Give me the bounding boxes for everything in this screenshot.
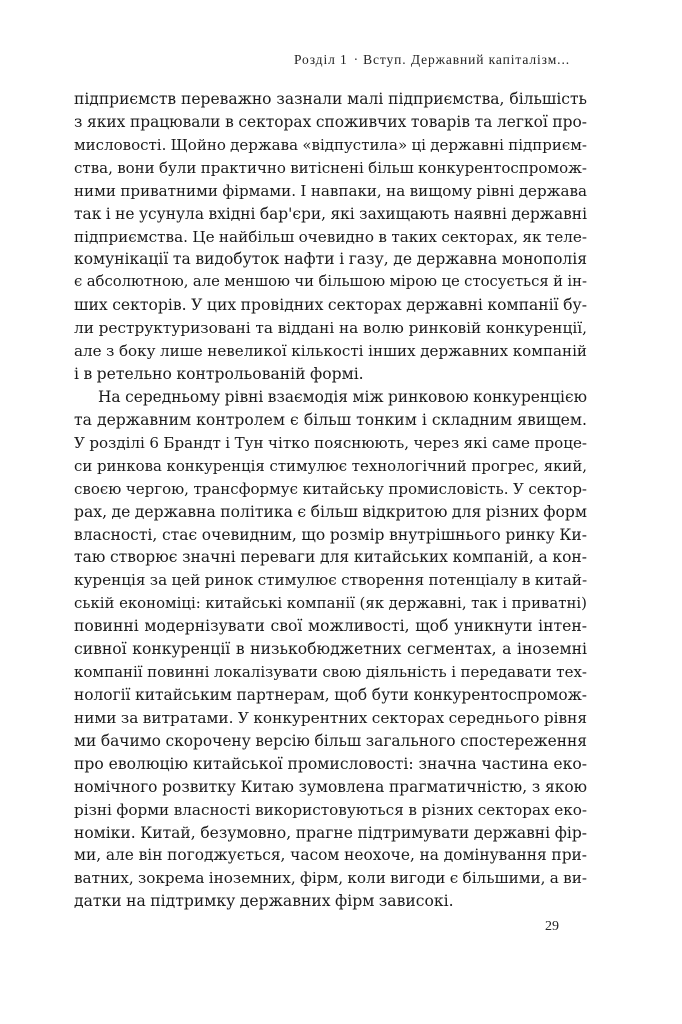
text-line: своєю чергою, трансформує китайську промисловість. У сектор-	[74, 479, 587, 498]
running-head-chapter: Розділ 1	[293, 52, 348, 67]
text-line: власності, стає очевидним, що розмір внутрішнього ринку Ки-	[74, 525, 587, 544]
text-line: ших секторів. У цих провідних секторах державні компанії бу-	[74, 296, 587, 315]
text-line: ними приватними фірмами. І навпаки, на вищому рівні держава	[74, 181, 587, 200]
text-line: датки на підтримку державних фірм зависокі.	[74, 892, 454, 911]
page-number: 29	[545, 919, 559, 934]
text-line: та державним контролем є більш тонким і складним явищем.	[74, 410, 587, 429]
text-line: мисловості. Щойно держава «відпустила» ці державні підприєм-	[74, 135, 587, 154]
text-line: підприємства. Це найбільш очевидно в таких секторах, як теле-	[74, 227, 587, 246]
running-head	[294, 52, 570, 68]
text-line: У розділі 6 Брандт і Тун чітко пояснюють, через які саме проце-	[74, 433, 587, 452]
text-line: си ринкова конкуренція стимулює технологічний прогрес, який,	[74, 456, 587, 475]
text-line: куренція за цей ринок стимулює створення потенціалу в китай-	[74, 571, 588, 590]
text-line: і в ретельно контрольованій формі.	[74, 365, 364, 384]
text-line: про еволюцію китайської промисловості: значна частина еко-	[74, 754, 587, 773]
paragraph	[74, 386, 587, 913]
text-line: сивної конкуренції в низькобюджетних сегментах, а іноземні	[74, 640, 587, 659]
text-line: нології китайським партнерам, щоб бути конкурентоспромож-	[74, 685, 587, 704]
text-line: так і не усунула вхідні бар'єри, які захищають наявні державні	[74, 204, 587, 223]
text-line: номіки. Китай, безумовно, прагне підтримувати державні фір-	[74, 823, 587, 842]
text-line: таю створює значні переваги для китайських компаній, а кон-	[74, 548, 587, 567]
text-line: повинні модернізувати свої можливості, щоб уникнути інтен-	[74, 617, 587, 636]
text-line: ми бачимо скорочену версію більш загального спостереження	[74, 731, 587, 750]
text-line: ватних, зокрема іноземних, фірм, коли вигоди є більшими, а ви-	[74, 869, 587, 888]
text-line: комунікації та видобуток нафти і газу, де державна монополія	[74, 250, 587, 269]
text-line: ській економіці: китайські компанії (як державні, так і приватні)	[74, 594, 587, 613]
text-line: різні форми власності використовуються в різних секторах еко-	[74, 800, 587, 819]
text-line: ства, вони були практично витіснені більш конкурентоспромож-	[74, 158, 587, 177]
text-line: є абсолютною, але меншою чи більшою мірою це стосується й ін-	[74, 273, 587, 291]
text-line: На середньому рівні взаємодія між ринковою конкуренцією	[98, 387, 587, 406]
text-line: з яких працювали в секторах споживчих товарів та легкої про-	[74, 112, 587, 131]
paragraph	[74, 88, 587, 386]
running-head-title: Вступ. Державний капіталізм...	[363, 52, 570, 67]
text-line: ли реструктуризовані та віддані на волю ринковій конкуренції,	[74, 319, 587, 338]
text-line: ми, але він погоджується, часом неохоче, на домінування при-	[74, 846, 587, 865]
text-line: ними за витратами. У конкурентних секторах середнього рівня	[74, 708, 587, 727]
text-line: рах, де державна політика є більш відкритою для різних форм	[74, 502, 587, 521]
text-line: компанії повинні локалізувати свою діяльність і передавати тех-	[74, 663, 587, 682]
running-head-separator: ·	[353, 52, 360, 67]
text-line: підприємств переважно зазнали малі підприємства, більшість	[74, 90, 587, 108]
text-line: номічного розвитку Китаю зумовлена прагматичністю, з якою	[74, 777, 587, 796]
text-line: але з боку лише невеликої кількості інших державних компаній	[74, 342, 587, 361]
body-text	[74, 88, 587, 913]
